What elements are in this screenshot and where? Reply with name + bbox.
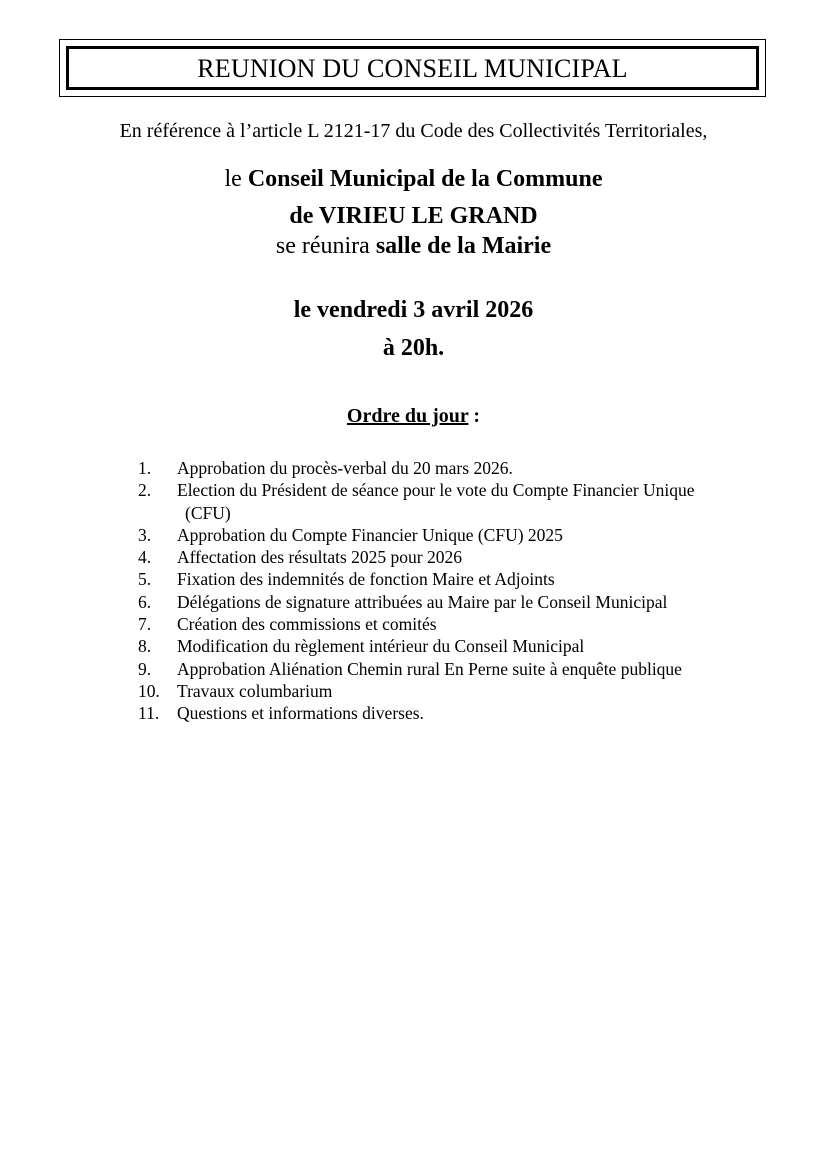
agenda-item-number: 7. (138, 614, 152, 635)
agenda-item-number: 9. (138, 658, 152, 679)
agenda-item-text: Modification du règlement intérieur du Conseil Municipal (177, 636, 585, 657)
agenda-item (138, 479, 778, 524)
agenda-item-number: 2. (138, 480, 152, 501)
agenda-item-number: 10. (138, 680, 160, 701)
agenda-heading-text: Ordre du jour (346, 405, 469, 427)
agenda-item (138, 546, 778, 568)
agenda-item-text: Création des commissions et comités (177, 614, 437, 635)
agenda-item-continuation: (CFU) (185, 502, 231, 523)
venue-line (0, 233, 827, 260)
agenda-item-number: 11. (138, 703, 160, 724)
title-frame (59, 39, 766, 97)
agenda-item-text: Approbation Aliénation Chemin rural En Perne suite à enquête publique (177, 658, 682, 679)
agenda-item (138, 568, 778, 590)
agenda-item-text: Affectation des résultats 2025 pour 2026 (177, 547, 462, 568)
agenda-heading-colon: : (468, 405, 481, 427)
agenda-item-text: Approbation du procès-verbal du 20 mars 2026. (177, 458, 513, 478)
commune-name: de VIRIEU LE GRAND (289, 203, 538, 229)
agenda-item-text: Travaux columbarium (177, 680, 333, 701)
venue-prefix: se réunira (275, 233, 370, 259)
agenda-item-number: 4. (138, 547, 152, 568)
venue-name: salle de la Mairie (375, 233, 552, 259)
agenda-item-text: Délégations de signature attribuées au Maire par le Conseil Municipal (177, 591, 668, 612)
agenda-item-number: 8. (138, 636, 152, 657)
agenda-item (138, 457, 778, 479)
agenda-item-number: 1. (138, 458, 152, 478)
agenda-item (138, 591, 778, 613)
agenda-item-text: Fixation des indemnités de fonction Maire et Adjoints (177, 569, 555, 590)
agenda-item-text: Approbation du Compte Financier Unique (CFU) 2025 (177, 524, 563, 545)
agenda-list (138, 457, 778, 725)
agenda-item (138, 658, 778, 680)
council-name: Conseil Municipal de la Commune (247, 166, 603, 192)
agenda-item-number: 3. (138, 524, 152, 545)
meeting-date: le vendredi 3 avril 2026 (293, 297, 534, 323)
title-frame-inner (66, 46, 759, 90)
council-prefix: le (224, 166, 242, 192)
agenda-item-number: 6. (138, 591, 152, 612)
agenda-item (138, 613, 778, 635)
agenda-item-text: Election du Président de séance pour le vote du Compte Financier Unique (177, 480, 695, 501)
agenda-item (138, 702, 778, 724)
agenda-item-number: 5. (138, 569, 152, 590)
agenda-item (138, 635, 778, 657)
agenda-heading (0, 405, 827, 428)
agenda-item (138, 680, 778, 702)
page-title: REUNION DU CONSEIL MUNICIPAL (197, 53, 628, 83)
agenda-item-text: Questions et informations diverses. (177, 703, 424, 724)
legal-reference: En référence à l’article L 2121-17 du Code des Collectivités Territoriales, (119, 120, 708, 142)
meeting-time: à 20h. (382, 335, 445, 361)
agenda-item (138, 524, 778, 546)
council-line (0, 166, 827, 193)
